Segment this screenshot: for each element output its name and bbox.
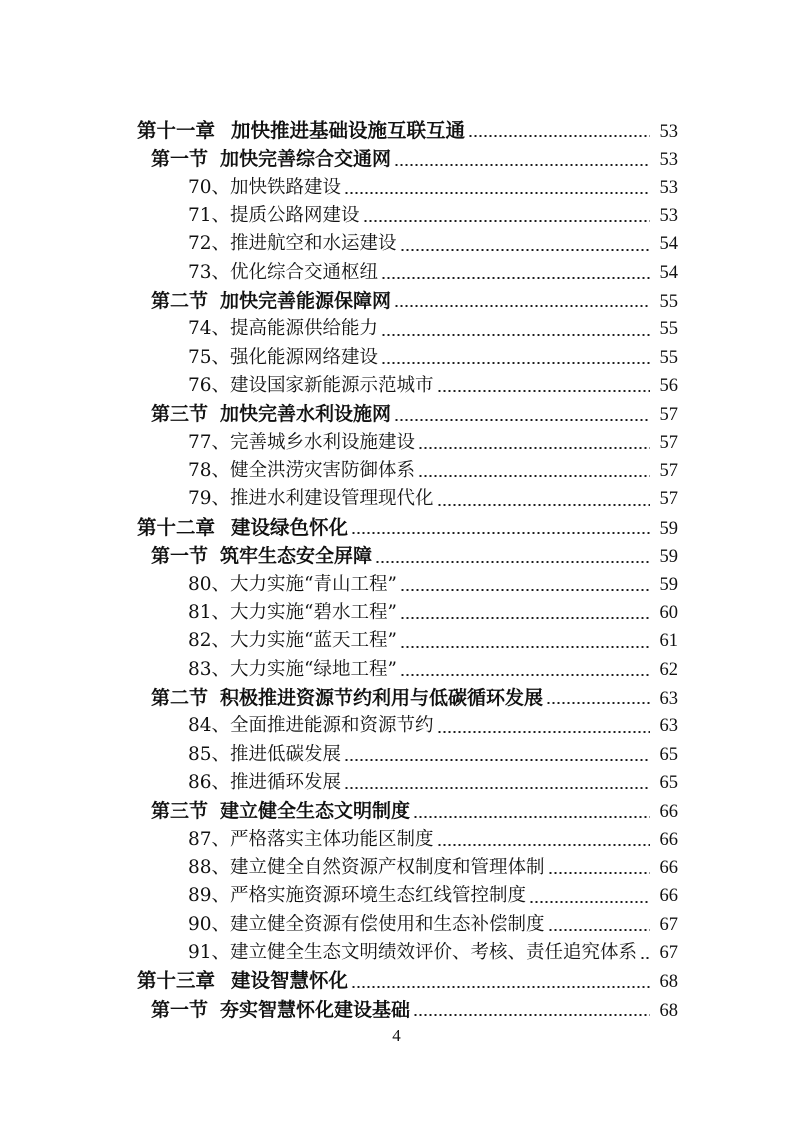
dot-leader bbox=[400, 615, 650, 621]
toc-entry-page-number: 57 bbox=[659, 405, 678, 426]
toc-entry-title: 建设绿色怀化 bbox=[231, 515, 349, 539]
dot-leader bbox=[344, 757, 650, 763]
toc-entry-page-number: 53 bbox=[659, 122, 678, 142]
toc-entry-title: 大力实施“青山工程” bbox=[230, 573, 397, 595]
dot-leader bbox=[375, 559, 650, 565]
toc-entry-section bbox=[0, 684, 793, 712]
toc-entry-section bbox=[0, 542, 793, 570]
toc-entry-item bbox=[0, 372, 793, 400]
toc-entry-title: 大力实施“碧水工程” bbox=[230, 601, 397, 623]
toc-entry-page-number: 57 bbox=[659, 432, 678, 453]
toc-entry-chapter bbox=[0, 967, 793, 995]
toc-entry-page-number: 67 bbox=[659, 942, 678, 963]
toc-entry-page-number: 59 bbox=[659, 574, 678, 595]
toc-entry-page-number: 57 bbox=[659, 489, 678, 510]
toc-entry-page-number: 67 bbox=[659, 914, 678, 935]
toc-entry-item bbox=[0, 571, 793, 599]
toc-entry-label: 87、 bbox=[188, 828, 231, 850]
toc-entry-page-number: 66 bbox=[659, 829, 678, 850]
toc-entry-label: 75、 bbox=[188, 346, 231, 368]
toc-entry-title: 建立健全资源有偿使用和生态补偿制度 bbox=[230, 913, 545, 935]
toc-entry-label: 第一节 bbox=[151, 148, 209, 171]
toc-entry-label: 82、 bbox=[188, 630, 231, 652]
page-number: 4 bbox=[392, 1026, 401, 1045]
toc-entry-item bbox=[0, 627, 793, 655]
toc-entry-item bbox=[0, 656, 793, 684]
dot-leader bbox=[344, 785, 650, 791]
toc-entry-label: 91、 bbox=[188, 941, 231, 963]
toc-entry-chapter bbox=[0, 514, 793, 542]
toc-entry-title: 夯实智慧怀化建设基础 bbox=[220, 998, 411, 1021]
toc-entry-page-number: 66 bbox=[659, 857, 678, 878]
toc-entry-title: 严格落实主体功能区制度 bbox=[230, 828, 434, 850]
toc-entry-title: 推进航空和水运建设 bbox=[230, 233, 397, 255]
toc-entry-label: 80、 bbox=[188, 573, 231, 595]
toc-entry-item bbox=[0, 826, 793, 854]
toc-entry-item bbox=[0, 259, 793, 287]
toc-entry-page-number: 66 bbox=[659, 886, 678, 907]
toc-entry-title: 加快完善能源保障网 bbox=[220, 290, 392, 313]
toc-entry-title: 优化综合交通枢纽 bbox=[230, 261, 379, 283]
dot-leader bbox=[437, 729, 650, 735]
toc-entry-label: 79、 bbox=[188, 488, 231, 510]
toc-entry-section bbox=[0, 400, 793, 428]
toc-entry-section bbox=[0, 797, 793, 825]
toc-entry-title: 强化能源网络建设 bbox=[230, 346, 379, 368]
toc-entry-label: 85、 bbox=[188, 743, 231, 765]
toc-entry-page-number: 53 bbox=[659, 177, 678, 198]
toc-entry-section bbox=[0, 287, 793, 315]
toc-entry-label: 第十二章 bbox=[137, 515, 216, 539]
toc-entry-title: 建设国家新能源示范城市 bbox=[230, 375, 434, 397]
toc-entry-title: 建立健全生态文明绩效评价、考核、责任追究体系 bbox=[230, 941, 638, 963]
toc-entry-item bbox=[0, 344, 793, 372]
dot-leader bbox=[437, 388, 650, 394]
toc-entry-title: 建立健全自然资源产权制度和管理体制 bbox=[230, 856, 545, 878]
toc-entry-title: 加快完善综合交通网 bbox=[220, 148, 392, 171]
toc-entry-page-number: 65 bbox=[659, 744, 678, 765]
toc-entry-page-number: 53 bbox=[659, 150, 678, 171]
toc-entry-section bbox=[0, 996, 793, 1024]
toc-entry-label: 77、 bbox=[188, 431, 231, 453]
dot-leader bbox=[546, 700, 650, 706]
toc-entry-item bbox=[0, 939, 793, 967]
toc-entry-label: 71、 bbox=[188, 205, 231, 227]
dot-leader bbox=[381, 360, 650, 366]
toc-entry-item bbox=[0, 457, 793, 485]
toc-entry-title: 建设智慧怀化 bbox=[231, 969, 349, 993]
toc-entry-page-number: 68 bbox=[659, 972, 678, 993]
toc-entry-title: 全面推进能源和资源节约 bbox=[230, 715, 434, 737]
dot-leader bbox=[640, 955, 650, 961]
toc-entry-label: 88、 bbox=[188, 856, 231, 878]
toc-entry-page-number: 57 bbox=[659, 461, 678, 482]
toc-entry-page-number: 68 bbox=[659, 1000, 678, 1021]
toc-entry-page-number: 55 bbox=[659, 292, 678, 313]
toc-entry-title: 大力实施“绿地工程” bbox=[230, 658, 397, 680]
toc-entry-item bbox=[0, 854, 793, 882]
toc-entry-title: 提质公路网建设 bbox=[230, 205, 360, 227]
toc-entry-page-number: 56 bbox=[659, 376, 678, 397]
toc-entry-label: 70、 bbox=[188, 176, 231, 198]
dot-leader bbox=[381, 332, 650, 338]
dot-leader bbox=[418, 473, 650, 479]
toc-entry-item bbox=[0, 315, 793, 343]
table-of-contents bbox=[0, 117, 793, 1024]
toc-entry-title: 大力实施“蓝天工程” bbox=[230, 630, 397, 652]
toc-entry-section bbox=[0, 145, 793, 173]
dot-leader bbox=[437, 842, 650, 848]
toc-entry-title: 完善城乡水利设施建设 bbox=[230, 431, 416, 453]
toc-entry-item bbox=[0, 599, 793, 627]
toc-entry-page-number: 63 bbox=[659, 688, 678, 709]
dot-leader bbox=[418, 445, 650, 451]
toc-entry-label: 第十三章 bbox=[137, 969, 216, 993]
dot-leader bbox=[413, 814, 650, 820]
dot-leader bbox=[548, 870, 650, 876]
toc-entry-item bbox=[0, 741, 793, 769]
toc-entry-title: 建立健全生态文明制度 bbox=[220, 800, 411, 823]
toc-entry-page-number: 59 bbox=[659, 518, 678, 539]
toc-entry-title: 筑牢生态安全屏障 bbox=[220, 545, 373, 568]
toc-entry-page-number: 66 bbox=[659, 802, 678, 823]
toc-entry-page-number: 53 bbox=[659, 206, 678, 227]
toc-entry-page-number: 63 bbox=[659, 716, 678, 737]
toc-entry-page-number: 59 bbox=[659, 547, 678, 568]
dot-leader bbox=[351, 984, 650, 990]
toc-entry-title: 严格实施资源环境生态红线管控制度 bbox=[230, 885, 527, 907]
toc-entry-page-number: 62 bbox=[659, 659, 678, 680]
dot-leader bbox=[394, 162, 650, 168]
toc-entry-label: 90、 bbox=[188, 913, 231, 935]
toc-entry-title: 推进水利建设管理现代化 bbox=[230, 488, 434, 510]
dot-leader bbox=[400, 672, 650, 678]
toc-entry-page-number: 55 bbox=[659, 319, 678, 340]
dot-leader bbox=[400, 644, 650, 650]
dot-leader bbox=[413, 1012, 650, 1018]
toc-entry-page-number: 61 bbox=[659, 631, 678, 652]
toc-entry-page-number: 55 bbox=[659, 347, 678, 368]
toc-entry-label: 81、 bbox=[188, 601, 231, 623]
toc-entry-label: 第一节 bbox=[151, 545, 209, 568]
toc-entry-page-number: 65 bbox=[659, 772, 678, 793]
toc-entry-label: 第二节 bbox=[151, 290, 209, 313]
toc-entry-item bbox=[0, 911, 793, 939]
toc-entry-title: 加快铁路建设 bbox=[230, 176, 342, 198]
dot-leader bbox=[437, 502, 650, 508]
dot-leader bbox=[363, 218, 650, 224]
toc-entry-label: 83、 bbox=[188, 658, 231, 680]
toc-entry-label: 第二节 bbox=[151, 686, 209, 709]
toc-entry-item bbox=[0, 769, 793, 797]
toc-entry-label: 72、 bbox=[188, 233, 231, 255]
toc-entry-title: 加快推进基础设施互联互通 bbox=[231, 119, 466, 142]
toc-entry-label: 86、 bbox=[188, 771, 231, 793]
toc-entry-item bbox=[0, 712, 793, 740]
toc-entry-item bbox=[0, 202, 793, 230]
toc-entry-label: 第三节 bbox=[151, 403, 209, 426]
toc-entry-label: 第三节 bbox=[151, 800, 209, 823]
dot-leader bbox=[529, 899, 650, 905]
toc-entry-title: 推进低碳发展 bbox=[230, 743, 342, 765]
toc-entry-label: 74、 bbox=[188, 318, 231, 340]
toc-entry-page-number: 60 bbox=[659, 602, 678, 623]
toc-entry-page-number: 54 bbox=[659, 262, 678, 283]
toc-entry-title: 积极推进资源节约利用与低碳循环发展 bbox=[220, 686, 544, 709]
dot-leader bbox=[400, 247, 650, 253]
toc-entry-item bbox=[0, 429, 793, 457]
toc-entry-label: 89、 bbox=[188, 885, 231, 907]
dot-leader bbox=[381, 275, 650, 281]
toc-entry-label: 第十一章 bbox=[137, 119, 216, 142]
toc-entry-title: 提高能源供给能力 bbox=[230, 318, 379, 340]
dot-leader bbox=[344, 190, 650, 196]
toc-entry-item bbox=[0, 882, 793, 910]
toc-entry-label: 78、 bbox=[188, 460, 231, 482]
toc-entry-chapter bbox=[0, 117, 793, 145]
toc-entry-title: 推进循环发展 bbox=[230, 771, 342, 793]
toc-entry-label: 73、 bbox=[188, 261, 231, 283]
toc-entry-title: 健全洪涝灾害防御体系 bbox=[230, 460, 416, 482]
dot-leader bbox=[394, 303, 650, 309]
toc-entry-label: 第一节 bbox=[151, 998, 209, 1021]
toc-entry-item bbox=[0, 230, 793, 258]
toc-entry-page-number: 54 bbox=[659, 234, 678, 255]
page-footer bbox=[0, 1026, 793, 1046]
toc-entry-item bbox=[0, 174, 793, 202]
dot-leader bbox=[400, 587, 650, 593]
dot-leader bbox=[468, 133, 650, 139]
toc-entry-label: 76、 bbox=[188, 375, 231, 397]
toc-entry-label: 84、 bbox=[188, 715, 231, 737]
dot-leader bbox=[548, 927, 650, 933]
toc-entry-title: 加快完善水利设施网 bbox=[220, 403, 392, 426]
dot-leader bbox=[351, 530, 650, 536]
dot-leader bbox=[394, 417, 650, 423]
toc-entry-item bbox=[0, 485, 793, 513]
